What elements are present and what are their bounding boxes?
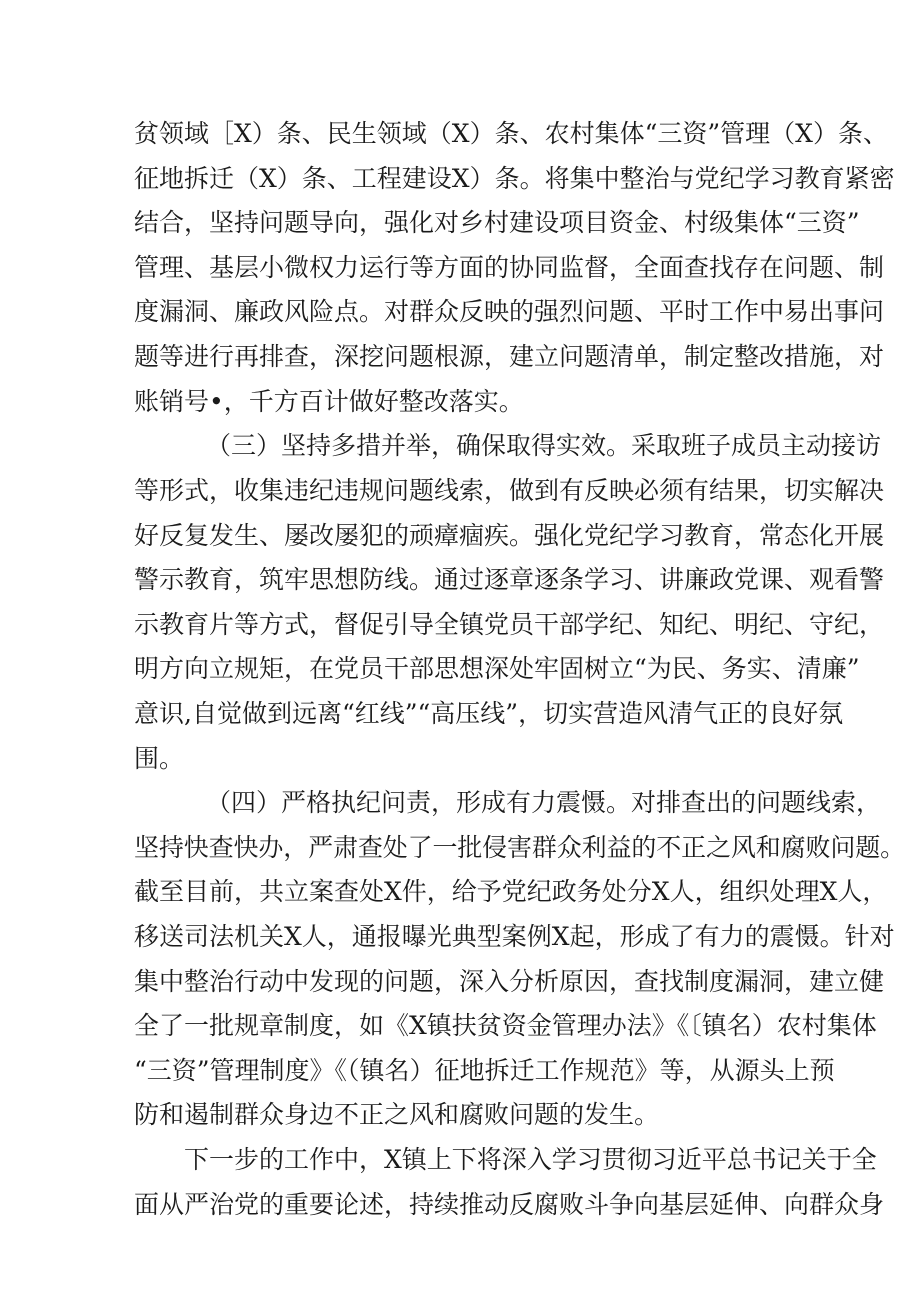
text-line: 账销号•，千方百计做好整改落实。 bbox=[134, 387, 524, 416]
text-line: 面从严治党的重要论述，持续推动反腐败斗争向基层延伸、向群众身 bbox=[134, 1190, 885, 1219]
text-line: 警示教育，筑牢思想防线。通过逐章逐条学习、讲廉政党课、观看警 bbox=[134, 565, 885, 594]
text-line: 截至目前，共立案查处X件，给予党纪政务处分X人，组织处理X人， bbox=[134, 877, 888, 906]
text-line: 管理、基层小微权力运行等方面的协同监督，全面查找存在问题、制 bbox=[134, 253, 885, 282]
text-line: 意识,自觉做到远离“红线”“高压线”，切实营造风清气正的良好氛 bbox=[134, 699, 844, 728]
text-line: 全了一批规章制度，如《X镇扶贫资金管理办法》《〔镇名）农村集体 bbox=[134, 1011, 877, 1040]
text-line: 防和遏制群众身边不正之风和腐败问题的发生。 bbox=[134, 1100, 660, 1129]
text-line: “三资”管理制度》《（镇名）征地拆迁工作规范》等，从源头上预 bbox=[134, 1056, 835, 1085]
text-line: 题等进行再排查，深挖问题根源，建立问题清单，制定整改措施，对 bbox=[134, 342, 885, 371]
text-line: 明方向立规矩，在党员干部思想深处牢固树立“为民、务实、清廉” bbox=[134, 654, 860, 683]
text-line: 等形式，收集违纪违规问题线索，做到有反映必须有结果，切实解决 bbox=[134, 476, 885, 505]
text-line: 好反复发生、屡改屡犯的顽瘴痼疾。强化党纪学习教育，常态化开展 bbox=[134, 521, 885, 550]
text-line: （三）坚持多措并举，确保取得实效。采取班子成员主动接访 bbox=[206, 431, 882, 460]
text-line: 度漏洞、廉政风险点。对群众反映的强烈问题、平时工作中易出事问 bbox=[134, 297, 885, 326]
text-line: 示教育片等方式，督促引导全镇党员干部学纪、知纪、明纪、守纪， bbox=[134, 610, 885, 639]
text-line: 征地拆迁（X）条、工程建设X）条。将集中整治与党纪学习教育紧密 bbox=[134, 164, 895, 193]
text-line: （四）严格执纪问责，形成有力震慑。对排查出的问题线索， bbox=[206, 788, 882, 817]
text-line: 围。 bbox=[134, 744, 185, 773]
text-line: 坚持快查快办，严肃查处了一批侵害群众利益的不正之风和腐败问题。 bbox=[134, 833, 905, 862]
text-line: 下一步的工作中，X镇上下将深入学习贯彻习近平总书记关于全 bbox=[184, 1145, 877, 1174]
text-line: 移送司法机关X人，通报曝光典型案例X起，形成了有力的震慑。针对 bbox=[134, 922, 895, 951]
text-line: 结合，坚持问题导向，强化对乡村建设项目资金、村级集体“三资” bbox=[134, 208, 860, 237]
text-line: 集中整治行动中发现的问题，深入分析原因，查找制度漏洞，建立健 bbox=[134, 967, 885, 996]
text-line: 贫领域［X）条、民生领域（X）条、农村集体“三资”管理（X）条、 bbox=[134, 119, 888, 148]
